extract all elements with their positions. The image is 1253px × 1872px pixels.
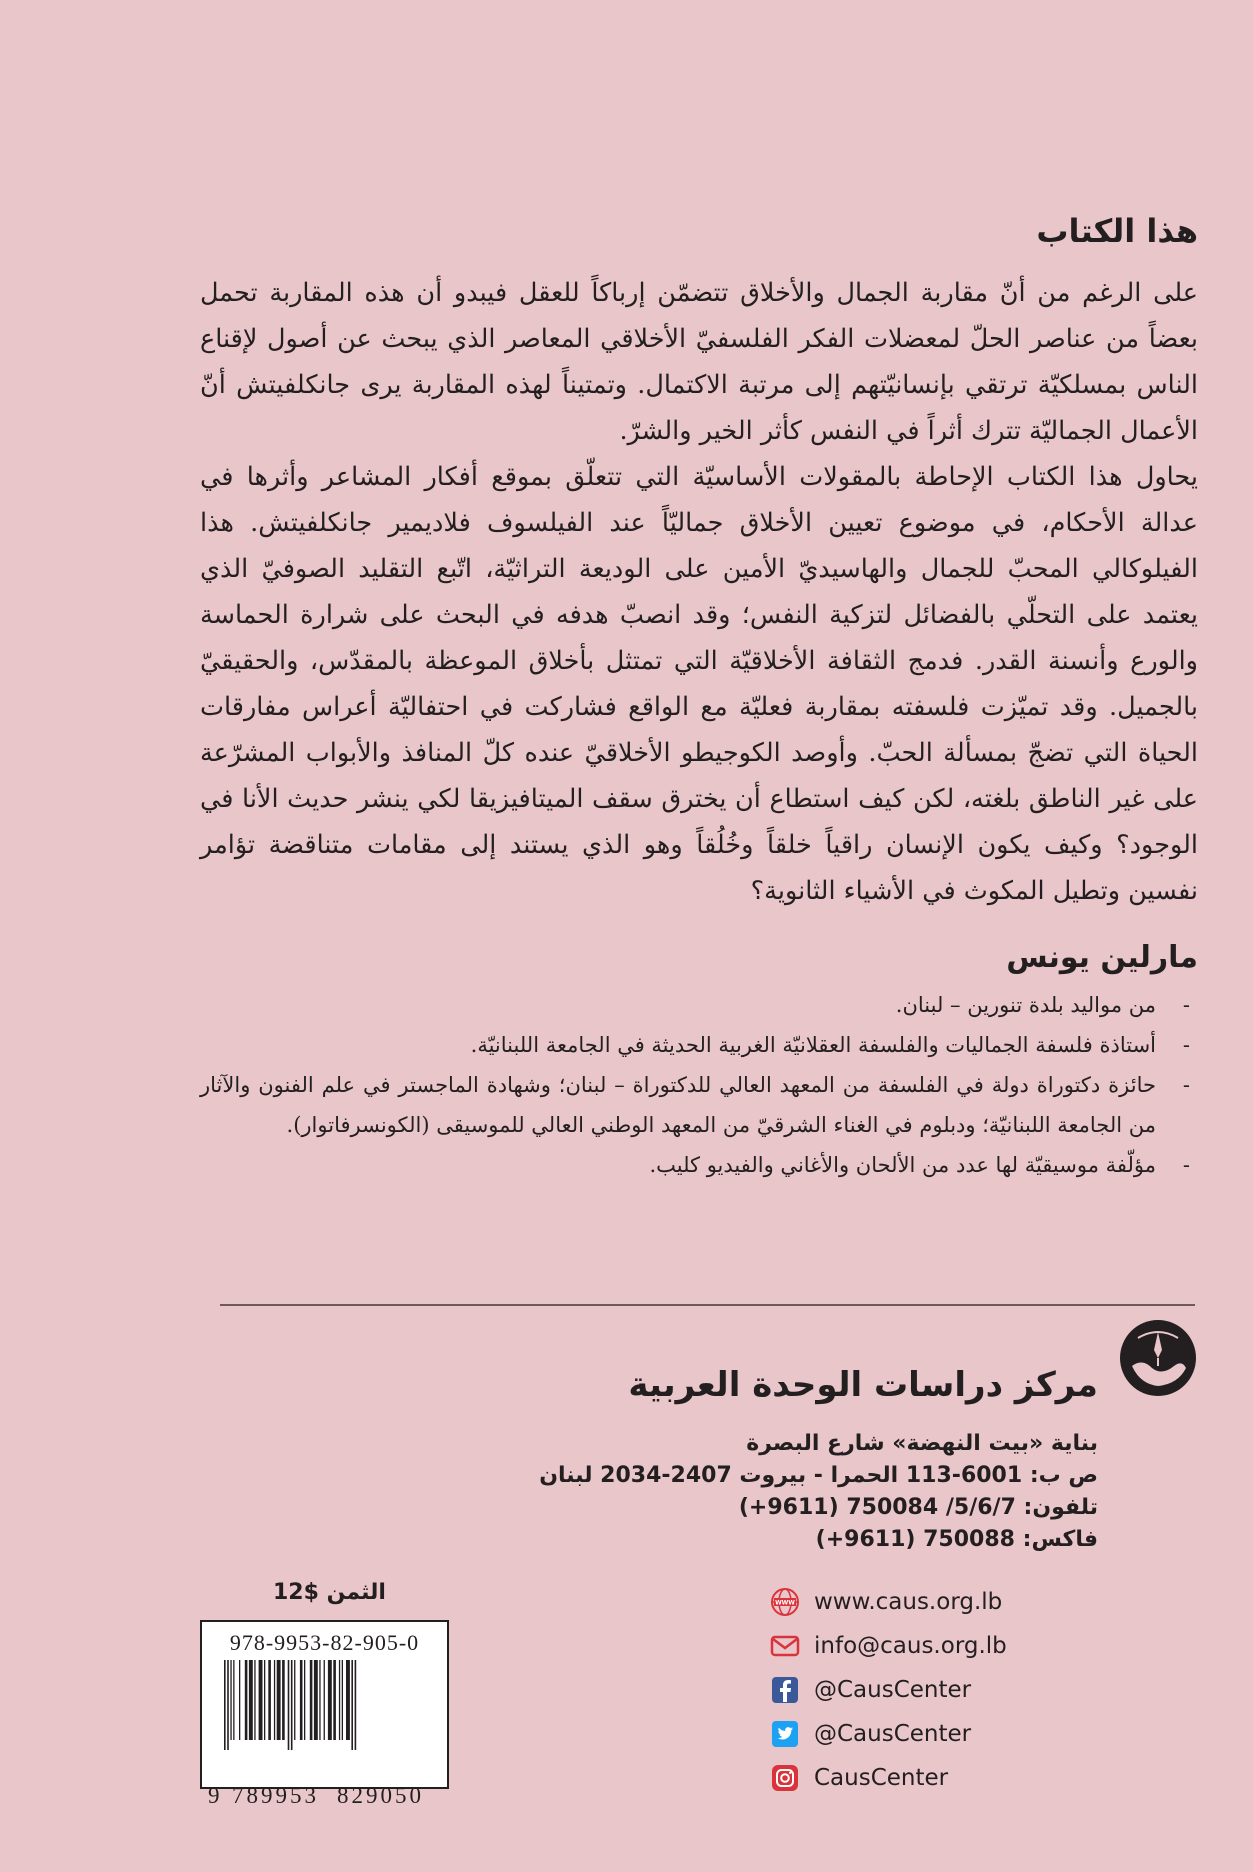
barcode-bar <box>230 1660 231 1740</box>
description-paragraph-2: يحاول هذا الكتاب الإحاطة بالمقولات الأساسيّة التي تتعلّق بموقع أفكار المشاعر وأثرها في عدالة الأحكام، في موضوع تعيين الأخلاق جماليّاً عند الفيلسوف فلاديمير جانكلفيتش. هذا الفيلوكالي المحبّ للجمال والهاسيديّ الأمين على الوديعة التراثيّة، اتّبع التقليد الصوفيّ الذي يعتمد على التحلّي بالفضائل لتزكية النفس؛ وقد انصبّ هدفه في البحث على شرارة الحماسة والورع وأنسنة القدر. فدمج الثقافة الأخلاقيّة التي تمتثل بأخلاق الموعظة بالمقدّس، والحقيقيّ بالجميل. وقد تميّزت فلسفته بمقاربة فعليّة مع الواقع فشاركت في احتفاليّة أعراس مفارقات الحياة التي تضجّ بمسألة الحبّ. وأوصد الكوجيطو الأخلاقيّ عنده كلّ المنافذ والأبواب المشرّعة على غير الناطق بلغته، لكن كيف استطاع أن يخترق سقف الميتافيزيقا لكي ينشر حديث الأنا في الوجود؟ وكيف يكون الإنسان راقياً خلقاً وخُلُقاً وهو الذي يستند إلى مقامات متناقضة تؤامر نفسين وتطيل المكوث في الأشياء الثانوية؟ <box>200 462 1198 906</box>
barcode-bar <box>294 1660 295 1740</box>
barcode-guard-bar <box>355 1660 357 1750</box>
publisher-address <box>539 1428 1098 1556</box>
barcode-bar <box>233 1660 234 1740</box>
book-description <box>200 270 1198 914</box>
address-line: ص ب: 6001-113 الحمرا - بيروت 2407-2034 لبنان <box>539 1463 1098 1488</box>
barcode-bar <box>346 1660 350 1740</box>
barcode-bar <box>328 1660 332 1740</box>
barcode-guard-bar <box>291 1660 293 1750</box>
barcode-bar <box>310 1660 313 1740</box>
barcode-guard-bar <box>351 1660 353 1750</box>
barcode-bars <box>222 1660 428 1750</box>
barcode-guard-bar <box>224 1660 226 1750</box>
instagram-icon <box>770 1763 800 1793</box>
bio-item: - أستاذة فلسفة الجماليات والفلسفة العقلانيّة الغربية الحديثة في الجامعة اللبنانيّة. <box>200 1025 1198 1065</box>
book-section-title: هذا الكتاب <box>1036 212 1198 250</box>
barcode-guard-bar <box>227 1660 229 1750</box>
email-link[interactable] <box>770 1624 1007 1668</box>
website-link[interactable] <box>770 1580 1007 1624</box>
price-label: الثمن <box>326 1580 386 1605</box>
twitter-icon <box>770 1719 800 1749</box>
barcode-bar <box>333 1660 336 1740</box>
author-name: مارلين يونس <box>1006 940 1198 975</box>
barcode-bar <box>259 1660 263 1740</box>
facebook-icon <box>770 1675 800 1705</box>
barcode-bar <box>282 1660 285 1740</box>
instagram-link[interactable] <box>770 1756 1007 1800</box>
envelope-icon <box>770 1631 800 1661</box>
svg-text:WWW: WWW <box>775 1599 795 1607</box>
isbn-barcode <box>200 1620 449 1808</box>
author-bio-list <box>200 985 1198 1185</box>
phone-line: تلفون: 5/6/7/ 750084 (9611+) <box>738 1495 1098 1520</box>
twitter-text: @CausCenter <box>814 1721 972 1747</box>
barcode-bar <box>342 1660 343 1740</box>
barcode-bar <box>249 1660 253 1740</box>
contact-links <box>770 1580 1007 1800</box>
barcode-bar <box>274 1660 275 1740</box>
description-paragraph-1: على الرغم من أنّ مقاربة الجمال والأخلاق تتضمّن إرباكاً للعقل فيبدو أن هذه المقاربة تحمل بعضاً من عناصر الحلّ لمعضلات الفكر الفلسفيّ الأخلاقي المعاصر الذي يبحث عن أصول لإقناع الناس بمسلكيّة ترتقي بإنسانيّتهم إلى مرتبة الاكتمال. وتمتيناً لهذه المقاربة يرى جانكلفيتش أنّ الأعمال الجماليّة تترك أثراً في النفس كأثر الخير والشرّ. <box>200 278 1198 446</box>
barcode-bar <box>268 1660 271 1740</box>
facebook-link[interactable] <box>770 1668 1007 1712</box>
barcode-bar <box>264 1660 265 1740</box>
bio-item: - مؤلّفة موسيقيّة لها عدد من الألحان والأغاني والفيديو كليب. <box>200 1145 1198 1185</box>
website-text: www.caus.org.lb <box>814 1589 1003 1615</box>
divider <box>220 1304 1195 1306</box>
barcode-bar <box>324 1660 325 1740</box>
price <box>273 1580 386 1605</box>
barcode-bar <box>339 1660 340 1740</box>
barcode-bar <box>277 1660 281 1740</box>
barcode-lead-digit: 9 <box>208 1783 223 1808</box>
barcode-bar <box>319 1660 320 1740</box>
address-line: بناية «بيت النهضة» شارع البصرة <box>746 1431 1098 1456</box>
barcode-digit-group-2: 829050 <box>337 1783 424 1808</box>
barcode-bar <box>245 1660 248 1740</box>
publisher-name: مركز دراسات الوحدة العربية <box>628 1365 1098 1405</box>
publisher-logo-icon <box>1118 1318 1198 1398</box>
twitter-link[interactable] <box>770 1712 1007 1756</box>
bio-item: - من مواليد بلدة تنورين – لبنان. <box>200 985 1198 1025</box>
barcode-bar <box>300 1660 303 1740</box>
barcode-bar <box>304 1660 305 1740</box>
globe-icon <box>770 1587 800 1617</box>
barcode-bar <box>254 1660 255 1740</box>
barcode-guard-bar <box>288 1660 290 1750</box>
isbn-number: 978-9953-82-905-0 <box>229 1630 420 1655</box>
fax-line: فاكس: 750088 (9611+) <box>815 1527 1098 1552</box>
facebook-text: @CausCenter <box>814 1677 972 1703</box>
barcode-bar <box>314 1660 318 1740</box>
price-value: $12 <box>273 1580 319 1605</box>
barcode-bar <box>239 1660 240 1740</box>
email-text: info@caus.org.lb <box>814 1633 1007 1659</box>
instagram-text: CausCenter <box>814 1765 949 1791</box>
bio-item: - حائزة دكتوراة دولة في الفلسفة من المعهد العالي للدكتوراة – لبنان؛ وشهادة الماجستر في علم الفنون والآثار من الجامعة اللبنانيّة؛ ودبلوم في الغناء الشرقيّ من المعهد الوطني العالي للموسيقى (الكونسرفاتوار). <box>200 1065 1198 1145</box>
barcode-digit-group-1: 789953 <box>232 1783 319 1808</box>
